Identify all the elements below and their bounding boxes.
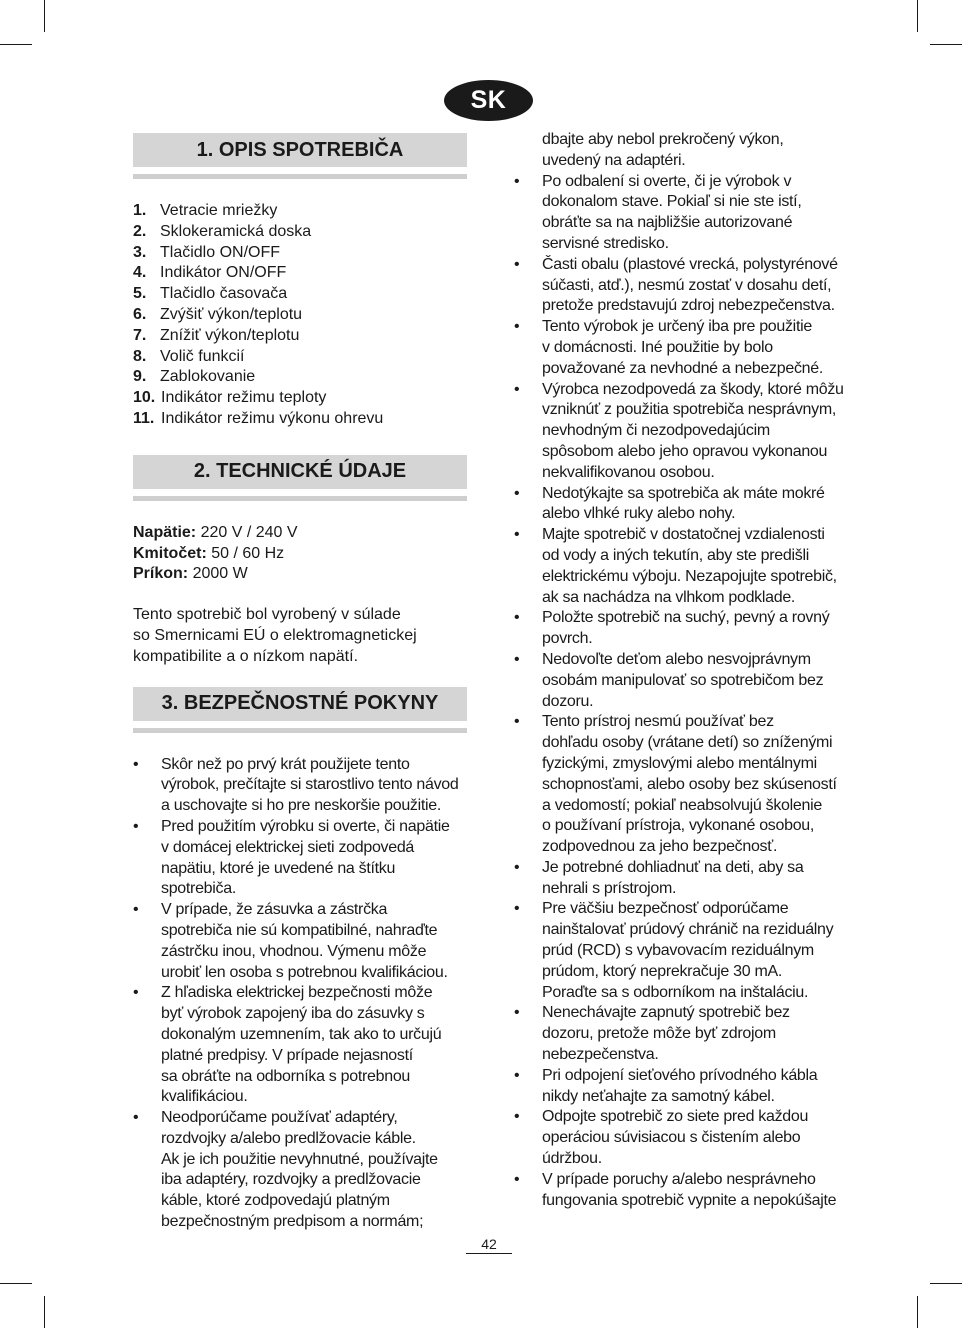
bullet-text-line: kvalifikáciou. — [161, 1088, 248, 1106]
bullet-icon: • — [514, 1108, 520, 1126]
left-column — [133, 133, 467, 1233]
safety-list-item — [133, 817, 467, 900]
safety-list-item — [514, 712, 854, 858]
bullet-text-line: urobiť len osoba s potrebnou kvalifikáciou. — [161, 963, 448, 981]
bullet-text-line: Tento výrobok je určený iba pre použitie — [542, 318, 812, 336]
part-label: Znížiť výkon/teplotu — [160, 326, 300, 344]
right-column — [514, 130, 854, 1211]
part-number: 8. — [133, 347, 147, 365]
crop-mark — [917, 1296, 918, 1328]
parts-list-item — [133, 367, 467, 388]
bullet-icon: • — [514, 526, 520, 544]
part-label: Zvýšiť výkon/teplotu — [160, 305, 303, 323]
parts-list-item — [133, 222, 467, 243]
bullet-text-line: platné predpisy. V prípade nejasností — [161, 1046, 413, 1064]
part-number: 3. — [133, 243, 147, 261]
bullet-text-line: Nenechávajte zapnutý spotrebič bez — [542, 1004, 790, 1022]
parts-list-item — [133, 409, 467, 430]
bullet-icon: • — [133, 817, 139, 835]
section-rule — [133, 174, 467, 179]
bullet-text-line: spotrebiča nie sú kompatibilné, nahraďte — [161, 921, 438, 939]
safety-list-item — [514, 317, 854, 379]
bullet-text-line: ak sa nachádza na vlhkom podklade. — [542, 588, 796, 606]
bullet-text-line: v domácnosti. Iné použitie by bolo — [542, 338, 773, 356]
bullet-text-line: dozoru, pretože môže byť zdrojom — [542, 1025, 776, 1043]
part-number: 9. — [133, 368, 147, 386]
bullet-text-line: rozdvojky a/alebo predlžovacie káble. — [161, 1129, 416, 1147]
bullet-text-line: súčasti, atď.), nesmú zostať v dosahu detí, — [542, 276, 832, 294]
page-number-rule — [466, 1253, 512, 1254]
bullet-icon: • — [514, 1004, 520, 1022]
bullet-text-line: sa obráťte na odborníka s potrebnou — [161, 1067, 411, 1085]
safety-list-item — [514, 899, 854, 1003]
safety-list-item — [514, 1107, 854, 1169]
bullet-icon: • — [514, 650, 520, 668]
bullet-text-line: dohľadu osoby (vrátane detí) so zníženými — [542, 734, 833, 752]
safety-list-item — [514, 858, 854, 900]
bullet-text-line: Po odbalení si overte, či je výrobok v — [542, 172, 792, 190]
compliance-paragraph: Tento spotrebič bol vyrobený v súlade so Smernicami EÚ o elektromagnetickej kompatibilite a o nízkom napätí. — [133, 606, 417, 665]
part-label: Volič funkcií — [160, 347, 245, 365]
part-number: 5. — [133, 285, 147, 303]
bullet-text-line: o používaní prístroja, vykonané osobou, — [542, 817, 815, 835]
voltage-row: Napätie: 220 V / 240 V — [133, 523, 298, 541]
bullet-text-line: fyzickými, zmyslovými alebo mentálnymi — [542, 754, 817, 772]
part-label: Zablokovanie — [160, 368, 256, 386]
safety-list-item — [514, 1003, 854, 1065]
bullet-text-line: a vedomostí; pokiaľ neabsolvujú školenie — [542, 796, 822, 814]
bullet-text-line: elektrickému výboju. Nezapojujte spotrebič, — [542, 567, 837, 585]
bullet-text-line: bezpečnostným predpisom a normám; — [161, 1213, 424, 1231]
parts-list-item — [133, 326, 467, 347]
parts-list-item — [133, 284, 467, 305]
bullet-text-line: Poraďte sa s odborníkom na inštaláciu. — [542, 983, 809, 1001]
bullet-icon: • — [514, 318, 520, 336]
bullet-text-line: nikdy neťahajte za samotný kábel. — [542, 1087, 775, 1105]
safety-list-right — [514, 172, 854, 1212]
safety-list-left — [133, 755, 467, 1233]
frequency-row: Kmitočet: 50 / 60 Hz — [133, 544, 285, 562]
continued-text: dbajte aby nebol prekročený výkon, uvedený na adaptéri. — [542, 131, 784, 169]
bullet-text-line: Pred použitím výrobku si overte, či napätie — [161, 817, 450, 835]
bullet-icon: • — [133, 901, 139, 919]
bullet-text-line: v domácej elektrickej sieti zodpovedá — [161, 838, 415, 856]
part-label: Sklokeramická doska — [160, 222, 312, 240]
safety-list-item — [514, 525, 854, 608]
section-rule — [133, 728, 467, 733]
bullet-text-line: a uschovajte si ho pre neskoršie použitie. — [161, 797, 442, 815]
bullet-text-line: zodpovednou za jeho bezpečnosť. — [542, 838, 778, 856]
bullet-text-line: výrobok, prečítajte si starostlivo tento návod — [161, 776, 459, 794]
bullet-text-line: Je potrebné dohliadnuť na deti, aby sa — [542, 858, 804, 876]
bullet-text-line: Nedovoľte deťom alebo nesvojprávnym — [542, 650, 811, 668]
section-heading: 2. TECHNICKÉ ÚDAJE — [133, 455, 467, 489]
bullet-text-line: Tento prístroj nesmú používať bez — [542, 713, 774, 731]
bullet-icon: • — [514, 713, 520, 731]
bullet-text-line: od vody a iných tekutín, aby ste predišli — [542, 546, 809, 564]
part-number: 11. — [133, 409, 155, 427]
bullet-text-line: dokonalom stave. Pokiaľ si nie ste istí, — [542, 193, 802, 211]
bullet-text-line: spotrebiča. — [161, 880, 236, 898]
bullet-text-line: V prípade poruchy a/alebo nesprávneho — [542, 1170, 816, 1188]
bullet-text-line: osobám manipulovať so spotrebičom bez — [542, 671, 824, 689]
bullet-text-line: nekvalifikovanou osobou. — [542, 463, 715, 481]
bullet-text-line: Pri odpojení sieťového prívodného kábla — [542, 1066, 818, 1084]
bullet-text-line: povrch. — [542, 630, 593, 648]
technical-data — [133, 523, 467, 585]
bullet-text-line: pretože predstavujú zdroj nebezpečenstva. — [542, 297, 835, 315]
parts-list-item — [133, 263, 467, 284]
bullet-text-line: nebezpečenstva. — [542, 1046, 659, 1064]
safety-list-item — [133, 983, 467, 1108]
bullet-icon: • — [133, 984, 139, 1002]
bullet-icon: • — [133, 1109, 139, 1127]
part-label: Vetracie mriežky — [160, 202, 278, 219]
safety-list-item — [133, 1108, 467, 1233]
bullet-text-line: nainštalovať prúdový chránič na reziduálny — [542, 921, 834, 939]
section-heading: 1. OPIS SPOTREBIČA — [133, 133, 467, 167]
part-label: Tlačidlo časovača — [160, 285, 288, 303]
bullet-text-line: Majte spotrebič v dostatočnej vzdialenosti — [542, 526, 825, 544]
part-label: Tlačidlo ON/OFF — [160, 243, 281, 261]
bullet-text-line: iba adaptéry, rozdvojky a predlžovacie — [161, 1171, 421, 1189]
safety-list-item — [514, 172, 854, 255]
bullet-text-line: V prípade, že zásuvka a zástrčka — [161, 901, 388, 919]
crop-mark — [44, 1296, 45, 1328]
parts-list — [133, 201, 467, 430]
crop-mark — [44, 0, 45, 32]
power-row: Príkon: 2000 W — [133, 565, 248, 583]
bullet-icon: • — [514, 609, 520, 627]
part-label: Indikátor ON/OFF — [160, 264, 287, 282]
crop-mark — [0, 1283, 32, 1284]
safety-list-item — [514, 380, 854, 484]
bullet-icon: • — [514, 900, 520, 918]
bullet-text-line: Položte spotrebič na suchý, pevný a rovný — [542, 609, 830, 627]
safety-list-item — [514, 1066, 854, 1108]
safety-list-item — [514, 608, 854, 650]
bullet-text-line: schopnosťami, alebo osoby bez skúseností — [542, 775, 837, 793]
parts-list-item — [133, 305, 467, 326]
part-label: Indikátor režimu výkonu ohrevu — [161, 409, 384, 427]
bullet-icon: • — [514, 858, 520, 876]
bullet-icon: • — [133, 755, 139, 773]
crop-mark — [930, 1283, 962, 1284]
bullet-text-line: považované za nevhodné a nebezpečné. — [542, 359, 823, 377]
safety-list-item — [514, 1170, 854, 1212]
safety-list-item — [514, 650, 854, 712]
bullet-icon: • — [514, 1066, 520, 1084]
bullet-text-line: Nedotýkajte sa spotrebiča ak máte mokré — [542, 484, 825, 502]
part-number: 1. — [133, 202, 147, 219]
bullet-text-line: dokonalým uzemnením, tak ako to určujú — [161, 1025, 442, 1043]
part-number: 2. — [133, 222, 147, 240]
bullet-text-line: servisné stredisko. — [542, 234, 669, 252]
bullet-text-line: prúdom, ktorý neprekračuje 30 mA. — [542, 962, 782, 980]
crop-mark — [0, 44, 32, 45]
part-label: Indikátor režimu teploty — [161, 389, 327, 407]
part-number: 7. — [133, 326, 147, 344]
safety-list-item — [514, 255, 854, 317]
bullet-text-line: napätiu, ktoré je uvedené na štítku — [161, 859, 396, 877]
crop-mark — [917, 0, 918, 32]
bullet-text-line: byť výrobok zapojený iba do zásuvky s — [161, 1005, 425, 1023]
language-badge: SK — [444, 80, 533, 121]
parts-list-item — [133, 388, 467, 409]
section-rule — [133, 496, 467, 501]
bullet-text-line: Odpojte spotrebič zo siete pred každou — [542, 1108, 809, 1126]
bullet-text-line: vzniknúť z použitia spotrebiča nesprávnym, — [542, 401, 836, 419]
bullet-text-line: Skôr než po prvý krát použijete tento — [161, 755, 410, 773]
bullet-text-line: operáciou súvisiacou s čistením alebo — [542, 1129, 801, 1147]
parts-list-item — [133, 201, 467, 222]
bullet-text-line: Pre väčšiu bezpečnosť odporúčame — [542, 900, 789, 918]
bullet-icon: • — [514, 380, 520, 398]
bullet-icon: • — [514, 484, 520, 502]
bullet-text-line: Ak je ich použitie nevyhnutné, používajte — [161, 1150, 438, 1168]
safety-list-item — [514, 484, 854, 526]
bullet-text-line: Časti obalu (plastové vrecká, polystyrénové — [542, 255, 838, 273]
section-heading: 3. BEZPEČNOSTNÉ POKYNY — [133, 687, 467, 721]
crop-mark — [930, 44, 962, 45]
bullet-text-line: Neodporúčame používať adaptéry, — [161, 1109, 398, 1127]
part-number: 10. — [133, 389, 156, 407]
bullet-text-line: nehrali s prístrojom. — [542, 879, 677, 897]
bullet-text-line: Z hľadiska elektrickej bezpečnosti môže — [161, 984, 433, 1002]
part-number: 6. — [133, 305, 147, 323]
safety-list-item — [133, 755, 467, 817]
safety-list-item — [133, 900, 467, 983]
bullet-text-line: prúd (RCD) s vybavovacím reziduálnym — [542, 942, 814, 960]
bullet-text-line: alebo vlhké ruky alebo nohy. — [542, 505, 736, 523]
bullet-text-line: dozoru. — [542, 692, 594, 710]
page-number: 42 — [481, 1236, 497, 1252]
parts-list-item — [133, 243, 467, 264]
bullet-text-line: fungovania spotrebič vypnite a nepokúšajte — [542, 1191, 837, 1209]
bullet-text-line: zástrčku inou, vhodnou. Výmenu môže — [161, 942, 427, 960]
bullet-icon: • — [514, 255, 520, 273]
bullet-text-line: Výrobca nezodpovedá za škody, ktoré môžu — [542, 380, 844, 398]
bullet-text-line: spôsobom alebo jeho opravou vykonanou — [542, 442, 828, 460]
bullet-icon: • — [514, 172, 520, 190]
bullet-text-line: údržbou. — [542, 1150, 602, 1168]
bullet-text-line: káble, ktoré zodpovedajú platným — [161, 1192, 390, 1210]
bullet-icon: • — [514, 1170, 520, 1188]
bullet-text-line: nevhodným či nezodpovedajúcim — [542, 422, 770, 440]
part-number: 4. — [133, 264, 147, 282]
bullet-text-line: obráťte sa na najbližšie autorizované — [542, 214, 793, 232]
parts-list-item — [133, 347, 467, 368]
